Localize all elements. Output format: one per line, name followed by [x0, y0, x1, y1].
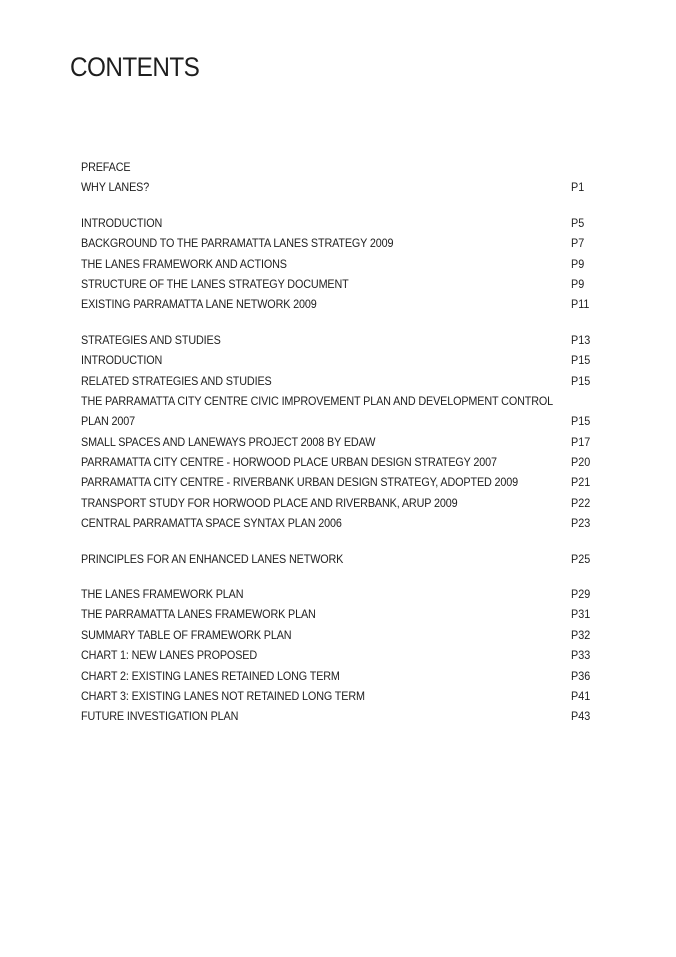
toc-entry-page-number: P32	[571, 627, 591, 642]
toc-entry	[81, 411, 601, 431]
toc-entry	[81, 706, 601, 726]
toc-entry	[81, 330, 601, 350]
toc-entry	[81, 549, 601, 569]
toc-entry	[81, 254, 601, 274]
toc-entry-title: SMALL SPACES AND LANEWAYS PROJECT 2008 BY EDAW	[81, 434, 376, 449]
toc-entry-title: THE LANES FRAMEWORK PLAN	[81, 587, 244, 602]
table-of-contents	[81, 157, 601, 727]
toc-entry-title: PLAN 2007	[81, 414, 136, 429]
toc-entry-page-number: P20	[571, 455, 591, 470]
toc-entry	[81, 294, 601, 314]
toc-entry	[81, 493, 601, 513]
toc-entry-title: INTRODUCTION	[81, 215, 163, 230]
toc-entry	[81, 391, 601, 411]
toc-entry-page-number: P29	[571, 587, 591, 602]
toc-entry-page-number: P13	[571, 332, 591, 347]
toc-entry-page-number: P36	[571, 668, 591, 683]
toc-entry	[81, 157, 601, 177]
toc-entry-page-number: P17	[571, 434, 591, 449]
toc-entry-title: STRATEGIES AND STUDIES	[81, 332, 221, 347]
toc-entry-title: TRANSPORT STUDY FOR HORWOOD PLACE AND RIVERBANK, ARUP 2009	[81, 495, 458, 510]
toc-entry	[81, 584, 601, 604]
toc-entry	[81, 213, 601, 233]
toc-entry-page-number: P11	[571, 297, 590, 312]
toc-entry-page-number: P9	[571, 276, 585, 291]
toc-entry-title: SUMMARY TABLE OF FRAMEWORK PLAN	[81, 627, 292, 642]
toc-entry	[81, 452, 601, 472]
toc-entry-page-number: P33	[571, 648, 591, 663]
toc-entry-title: THE PARRAMATTA LANES FRAMEWORK PLAN	[81, 607, 316, 622]
toc-entry-page-number: P9	[571, 256, 585, 271]
toc-entry-title: PREFACE	[81, 160, 131, 174]
toc-entry-title: STRUCTURE OF THE LANES STRATEGY DOCUMENT	[81, 276, 349, 291]
toc-entry-page-number: P1	[571, 180, 585, 195]
toc-entry	[81, 233, 601, 253]
toc-entry-title: FUTURE INVESTIGATION PLAN	[81, 709, 239, 724]
toc-entry-title: INTRODUCTION	[81, 353, 163, 368]
toc-entry-title: CHART 1: NEW LANES PROPOSED	[81, 648, 258, 663]
toc-entry	[81, 604, 601, 624]
toc-entry	[81, 274, 601, 294]
toc-entry	[81, 686, 601, 706]
toc-entry-title: CENTRAL PARRAMATTA SPACE SYNTAX PLAN 2006	[81, 516, 342, 531]
toc-entry-title: PARRAMATTA CITY CENTRE - HORWOOD PLACE URBAN DESIGN STRATEGY 2007	[81, 455, 497, 470]
toc-entry-title: WHY LANES?	[81, 180, 150, 195]
toc-entry-title: THE LANES FRAMEWORK AND ACTIONS	[81, 256, 287, 271]
toc-entry-page-number: P43	[571, 709, 591, 724]
toc-entry	[81, 625, 601, 645]
toc-entry-page-number: P5	[571, 215, 585, 230]
toc-entry	[81, 645, 601, 665]
page-title: CONTENTS	[70, 52, 200, 82]
toc-entry-page-number: P25	[571, 551, 591, 566]
toc-entry	[81, 350, 601, 370]
toc-entry-title: RELATED STRATEGIES AND STUDIES	[81, 373, 272, 388]
toc-entry	[81, 371, 601, 391]
toc-entry-page-number: P15	[571, 414, 591, 429]
toc-entry-page-number: P41	[571, 688, 591, 703]
toc-entry-page-number: P22	[571, 495, 591, 510]
toc-entry-page-number: P15	[571, 373, 591, 388]
toc-entry-title: THE PARRAMATTA CITY CENTRE CIVIC IMPROVEMENT PLAN AND DEVELOPMENT CONTROL	[81, 393, 554, 408]
toc-entry	[81, 432, 601, 452]
toc-entry	[81, 666, 601, 686]
toc-entry-title: PARRAMATTA CITY CENTRE - RIVERBANK URBAN DESIGN STRATEGY, ADOPTED 2009	[81, 475, 519, 490]
toc-entry	[81, 177, 601, 197]
toc-entry	[81, 513, 601, 533]
toc-entry-page-number: P23	[571, 516, 591, 531]
toc-entry-page-number: P31	[571, 607, 591, 622]
toc-entry-page-number: P21	[571, 475, 591, 490]
toc-entry-title: BACKGROUND TO THE PARRAMATTA LANES STRATEGY 2009	[81, 236, 394, 251]
toc-entry-page-number: P7	[571, 236, 585, 251]
toc-entry-title: EXISTING PARRAMATTA LANE NETWORK 2009	[81, 297, 317, 312]
toc-entry-title: CHART 2: EXISTING LANES RETAINED LONG TERM	[81, 668, 340, 683]
toc-entry	[81, 472, 601, 492]
toc-entry-title: CHART 3: EXISTING LANES NOT RETAINED LONG TERM	[81, 688, 365, 703]
toc-entry-title: PRINCIPLES FOR AN ENHANCED LANES NETWORK	[81, 551, 344, 566]
toc-entry-page-number: P15	[571, 353, 591, 368]
